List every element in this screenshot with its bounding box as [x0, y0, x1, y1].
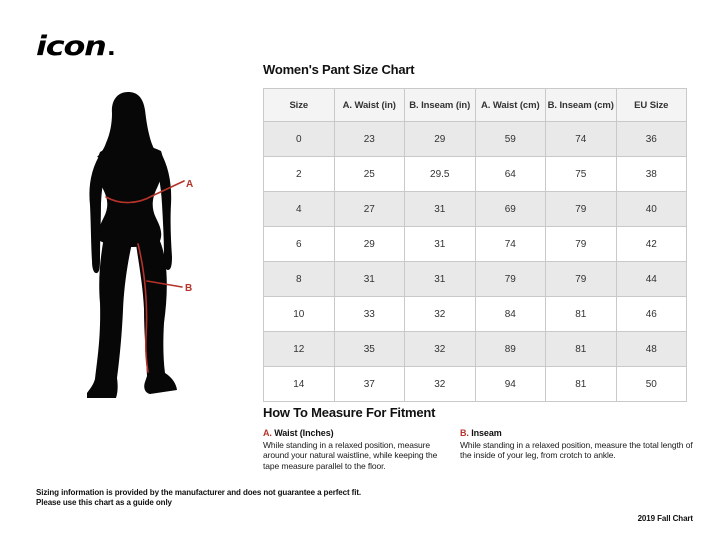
table-cell: 94	[475, 367, 546, 402]
table-cell: 79	[546, 192, 617, 227]
measure-waist-label	[263, 428, 448, 439]
table-row	[264, 297, 687, 332]
table-cell: 29	[405, 122, 476, 157]
table-cell: 6	[264, 227, 335, 262]
table-cell: 75	[546, 157, 617, 192]
table-cell: 29.5	[405, 157, 476, 192]
table-cell: 44	[616, 262, 687, 297]
table-cell: 12	[264, 332, 335, 367]
table-cell: 29	[334, 227, 405, 262]
measure-inseam-prefix: B.	[460, 428, 469, 438]
table-cell: 81	[546, 332, 617, 367]
table-cell: 37	[334, 367, 405, 402]
measure-instruction-inseam	[460, 428, 695, 471]
table-cell: 8	[264, 262, 335, 297]
size-table	[263, 88, 687, 402]
icon-logo-dot: .	[106, 36, 115, 60]
table-cell: 0	[264, 122, 335, 157]
measure-waist-prefix: A.	[263, 428, 272, 438]
chart-version: 2019 Fall Chart	[637, 514, 693, 523]
measure-inseam-label-text: Inseam	[471, 428, 502, 438]
table-cell: 59	[475, 122, 546, 157]
table-cell: 4	[264, 192, 335, 227]
table-cell: 10	[264, 297, 335, 332]
female-silhouette-figure	[60, 80, 240, 400]
how-to-measure-section	[263, 405, 695, 471]
table-cell: 35	[334, 332, 405, 367]
table-cell: 33	[334, 297, 405, 332]
measure-title: How To Measure For Fitment	[263, 405, 436, 420]
table-cell: 79	[546, 227, 617, 262]
table-row	[264, 332, 687, 367]
table-cell: 2	[264, 157, 335, 192]
table-cell: 74	[546, 122, 617, 157]
table-cell: 50	[616, 367, 687, 402]
table-row	[264, 262, 687, 297]
column-header: A. Waist (in)	[334, 89, 405, 122]
measure-instruction-waist	[263, 428, 448, 471]
measure-inseam-label	[460, 428, 695, 439]
measure-waist-label-text: Waist (Inches)	[274, 428, 334, 438]
table-cell: 89	[475, 332, 546, 367]
table-cell: 36	[616, 122, 687, 157]
measure-inseam-description: While standing in a relaxed position, measure the total length of the inside of your leg, from crotch to ankle.	[460, 439, 693, 460]
table-row	[264, 192, 687, 227]
size-table-head	[264, 89, 687, 122]
page-title: Women's Pant Size Chart	[263, 62, 415, 77]
table-cell: 31	[405, 227, 476, 262]
table-cell: 74	[475, 227, 546, 262]
size-chart-section	[263, 62, 687, 402]
table-cell: 32	[405, 332, 476, 367]
table-cell: 31	[405, 262, 476, 297]
column-header: B. Inseam (in)	[405, 89, 476, 122]
table-cell: 32	[405, 297, 476, 332]
column-header: EU Size	[616, 89, 687, 122]
table-cell: 27	[334, 192, 405, 227]
table-row	[264, 157, 687, 192]
table-cell: 69	[475, 192, 546, 227]
table-row	[264, 122, 687, 157]
table-cell: 81	[546, 297, 617, 332]
disclaimer-line-2: Please use this chart as a guide only	[36, 498, 172, 507]
table-cell: 31	[405, 192, 476, 227]
table-cell: 79	[546, 262, 617, 297]
table-cell: 46	[616, 297, 687, 332]
table-cell: 23	[334, 122, 405, 157]
column-header: A. Waist (cm)	[475, 89, 546, 122]
table-cell: 38	[616, 157, 687, 192]
column-header: B. Inseam (cm)	[546, 89, 617, 122]
table-cell: 14	[264, 367, 335, 402]
table-cell: 84	[475, 297, 546, 332]
measure-columns	[263, 428, 695, 471]
table-cell: 79	[475, 262, 546, 297]
icon-logo	[36, 29, 115, 65]
measure-waist-description: While standing in a relaxed position, measure around your natural waistline, while keeping the tape measure parallel to the floor.	[263, 439, 438, 471]
icon-logo-text: icon	[36, 31, 106, 62]
table-row	[264, 227, 687, 262]
size-table-head-row	[264, 89, 687, 122]
table-cell: 32	[405, 367, 476, 402]
size-table-body	[264, 122, 687, 402]
table-cell: 48	[616, 332, 687, 367]
waist-label-a: A	[186, 179, 194, 190]
table-cell: 25	[334, 157, 405, 192]
table-row	[264, 367, 687, 402]
table-cell: 42	[616, 227, 687, 262]
table-cell: 81	[546, 367, 617, 402]
disclaimer	[36, 488, 361, 508]
table-cell: 40	[616, 192, 687, 227]
disclaimer-line-1: Sizing information is provided by the manufacturer and does not guarantee a perfect fit.	[36, 488, 362, 497]
table-cell: 31	[334, 262, 405, 297]
silhouette-body	[87, 92, 177, 398]
column-header: Size	[264, 89, 335, 122]
table-cell: 64	[475, 157, 546, 192]
inseam-label-b: B	[185, 283, 193, 294]
